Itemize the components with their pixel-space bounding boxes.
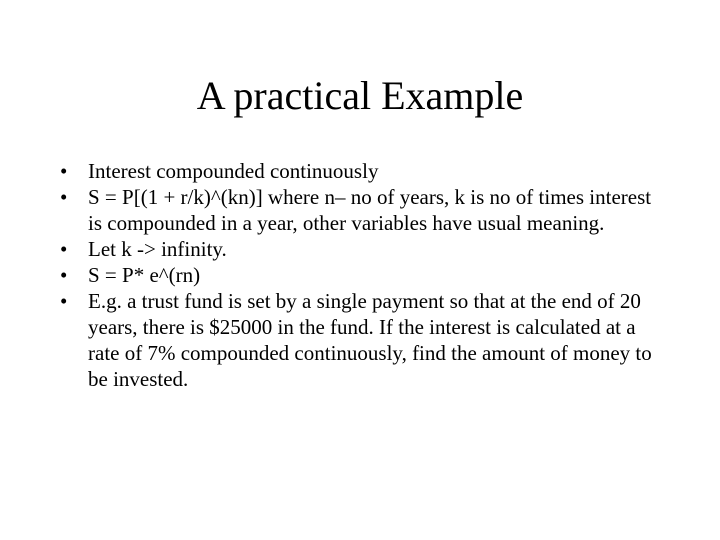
- bullet-text: Interest compounded continuously: [88, 159, 379, 183]
- bullet-item-continuous-formula: [60, 262, 660, 288]
- bullet-item-trust-fund-example: [60, 288, 660, 392]
- bullet-point-icon: •: [60, 289, 68, 313]
- bullet-point-icon: •: [60, 159, 68, 183]
- bullet-text: Let k -> infinity.: [88, 237, 227, 261]
- bullet-item-k-infinity: [60, 236, 660, 262]
- bullet-text: S = P[(1 + r/k)^(kn)] where n– no of years, k is no of times interest is compounded in a year, other variables have usual meaning.: [88, 185, 652, 235]
- bullet-list: [60, 158, 660, 392]
- bullet-point-icon: •: [60, 263, 68, 287]
- bullet-text: E.g. a trust fund is set by a single payment so that at the end of 20 years, there is $25000 in the fund. If the interest is calculated at a rate of 7% compounded continuously, find the amount of money to be invested.: [88, 289, 652, 391]
- bullet-text: S = P* e^(rn): [88, 263, 201, 287]
- bullet-point-icon: •: [60, 185, 68, 209]
- bullet-item-compound-formula: [60, 184, 660, 236]
- bullet-item-continuous-compounding: [60, 158, 660, 184]
- bullet-point-icon: •: [60, 237, 68, 261]
- slide-title: A practical Example: [196, 73, 524, 118]
